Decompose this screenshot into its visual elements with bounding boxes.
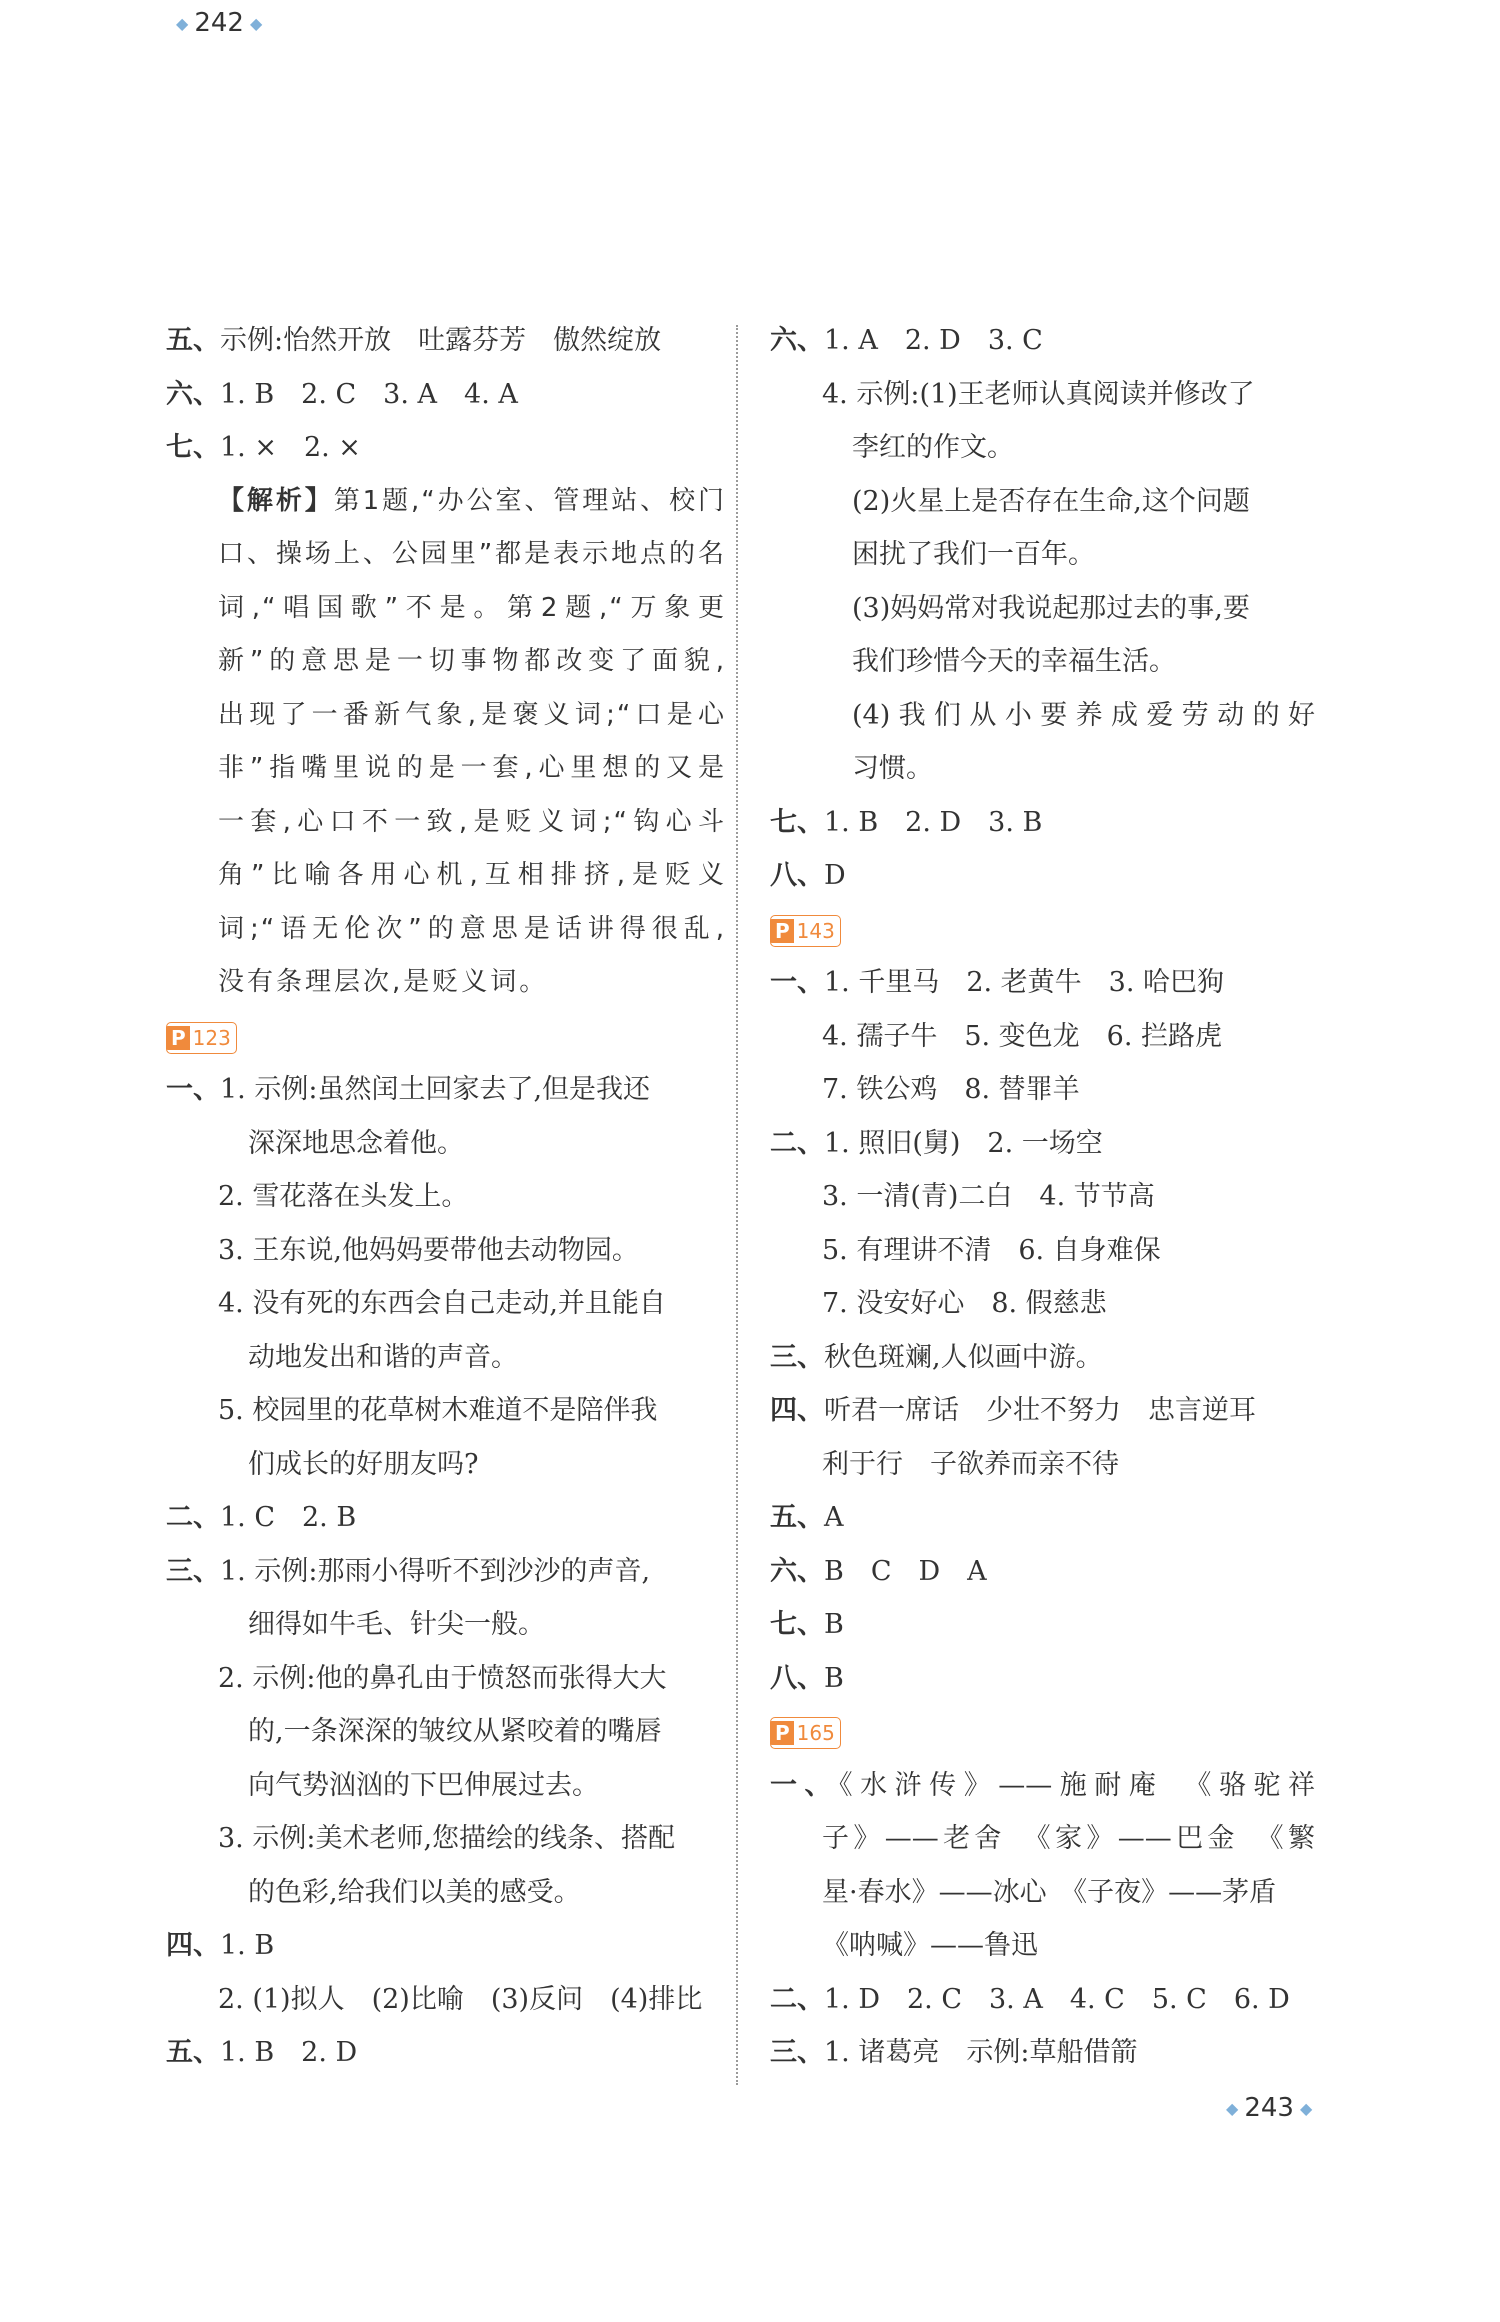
answer-line: 三、1. 诸葛亮 示例:草船借箭 — [770, 2037, 1138, 2068]
page-marker-icon: P — [771, 919, 794, 943]
answer-line: 二、1. D 2. C 3. A 4. C 5. C 6. D — [770, 1983, 1290, 2015]
answer-line: 六、1. B 2. C 3. A 4. A — [166, 378, 518, 410]
answer-line: 利于行 子欲养而亲不待 — [822, 1448, 1119, 1480]
section-numeral: 二、 — [770, 1983, 824, 2015]
section-numeral: 一、 — [166, 1074, 220, 1105]
page-number-text: 243 — [1244, 2093, 1294, 2123]
answer-line: 深深地思念着他。 — [248, 1127, 464, 1159]
answer-line: 非”指嘴里说的是一套,心里想的又是 — [218, 753, 726, 783]
answer-line: 二、1. C 2. B — [166, 1502, 357, 1533]
answer-line: 李红的作文。 — [852, 432, 1014, 463]
answer-line: 们成长的好朋友吗? — [248, 1448, 479, 1480]
page-number-top — [176, 8, 262, 38]
answer-line: 子》——老舍 《家》——巴金 《繁 — [822, 1823, 1315, 1854]
section-numeral: 四、 — [166, 1930, 220, 1961]
section-numeral: 三、 — [166, 1555, 220, 1587]
section-numeral: 八、 — [770, 1662, 824, 1694]
right-answer-column — [770, 314, 1315, 2080]
answer-line: 五、示例:怡然开放 吐露芬芳 傲然绽放 — [166, 325, 662, 356]
answer-line: 【解析】第1题,“办公室、管理站、校门 — [218, 485, 726, 516]
answer-line: 三、秋色斑斓,人似画中游。 — [770, 1341, 1103, 1373]
answer-line: 一套,心口不一致,是贬义词;“钩心斗 — [218, 806, 726, 837]
page-reference-tag — [166, 1010, 726, 1064]
answer-line: 3. 示例:美术老师,您描绘的线条、搭配 — [218, 1823, 676, 1854]
answer-line: 六、1. A 2. D 3. C — [770, 325, 1043, 356]
answer-line: 一、1. 千里马 2. 老黄牛 3. 哈巴狗 — [770, 967, 1225, 998]
page-reference-tag — [770, 1705, 1315, 1759]
page-reference-number: 123 — [192, 1025, 231, 1050]
answer-line: 八、D — [770, 860, 846, 891]
answer-line: 词,“唱国歌”不是。第2题,“万象更 — [218, 592, 726, 623]
section-numeral: 五、 — [166, 2037, 220, 2068]
answer-line: 四、听君一席话 少壮不努力 忠言逆耳 — [770, 1395, 1256, 1426]
section-numeral: 六、 — [166, 378, 220, 410]
page-reference-number: 143 — [796, 918, 835, 943]
answer-line: 4. 没有死的东西会自己走动,并且能自 — [218, 1288, 666, 1319]
answer-line: 的,一条深深的皱纹从紧咬着的嘴唇 — [248, 1716, 662, 1747]
answer-line: 四、1. B — [166, 1930, 275, 1961]
answer-line: 词;“语无伦次”的意思是话讲得很乱, — [218, 913, 726, 944]
section-numeral: 五、 — [770, 1502, 824, 1533]
answer-line: 七、1. × 2. × — [166, 432, 361, 463]
answer-line: (4)我们从小要养成爱劳动的好 — [852, 699, 1315, 731]
section-numeral: 五、 — [166, 325, 220, 356]
answer-line: 7. 没安好心 8. 假慈悲 — [822, 1288, 1107, 1319]
section-numeral: 七、 — [770, 1609, 824, 1640]
answer-line: 出现了一番新气象,是褒义词;“口是心 — [218, 699, 726, 730]
section-numeral: 一、 — [770, 1769, 840, 1801]
column-divider — [736, 325, 738, 2085]
diamond-icon: ◆ — [1299, 2098, 1313, 2118]
section-numeral: 二、 — [166, 1502, 220, 1533]
answer-line: 3. 一清(青)二白 4. 节节高 — [822, 1181, 1155, 1212]
analysis-label: 【解析】 — [218, 485, 334, 516]
page-number-text: 242 — [194, 8, 244, 38]
answer-line: 困扰了我们一百年。 — [852, 539, 1095, 570]
section-numeral: 六、 — [770, 325, 824, 356]
section-numeral: 六、 — [770, 1555, 824, 1587]
answer-line: 2. (1)拟人 (2)比喻 (3)反问 (4)排比 — [218, 1983, 703, 2015]
section-numeral: 一、 — [770, 967, 824, 998]
page-number-bottom — [1226, 2093, 1312, 2123]
answer-line: 我们珍惜今天的幸福生活。 — [852, 646, 1176, 677]
diamond-icon: ◆ — [1226, 2098, 1239, 2118]
section-numeral: 二、 — [770, 1127, 824, 1159]
answer-line: 动地发出和谐的声音。 — [248, 1341, 518, 1373]
answer-line: 2. 雪花落在头发上。 — [218, 1181, 469, 1212]
section-numeral: 七、 — [166, 432, 220, 463]
answer-line: 《呐喊》——鲁迅 — [822, 1930, 1038, 1961]
page-marker-icon: P — [167, 1026, 190, 1050]
left-answer-column — [166, 314, 726, 2080]
answer-line: 五、A — [770, 1502, 844, 1533]
section-numeral: 四、 — [770, 1395, 824, 1426]
section-numeral: 三、 — [770, 2037, 824, 2068]
answer-line: 一、1. 示例:虽然闰土回家去了,但是我还 — [166, 1074, 651, 1105]
page-marker-icon: P — [771, 1721, 794, 1745]
answer-line: 4. 孺子牛 5. 变色龙 6. 拦路虎 — [822, 1020, 1223, 1052]
answer-line: 细得如牛毛、针尖一般。 — [248, 1609, 545, 1640]
answer-line: 4. 示例:(1)王老师认真阅读并修改了 — [822, 378, 1255, 410]
section-numeral: 七、 — [770, 806, 824, 838]
answer-line: 没有条理层次,是贬义词。 — [218, 967, 549, 997]
answer-line: 角”比喻各用心机,互相排挤,是贬义 — [218, 860, 726, 890]
answer-line: 七、B — [770, 1609, 844, 1640]
page-reference-tag — [770, 903, 1315, 957]
answer-line: 五、1. B 2. D — [166, 2037, 358, 2068]
answer-line: 3. 王东说,他妈妈要带他去动物园。 — [218, 1234, 639, 1266]
answer-line: (2)火星上是否存在生命,这个问题 — [852, 485, 1250, 517]
section-numeral: 三、 — [770, 1341, 824, 1373]
answer-line: 一、《水浒传》——施耐庵 《骆驼祥 — [770, 1769, 1315, 1801]
answer-line: 的色彩,给我们以美的感受。 — [248, 1876, 581, 1908]
answer-line: 向气势汹汹的下巴伸展过去。 — [248, 1769, 599, 1801]
answer-line: 口、操场上、公园里”都是表示地点的名 — [218, 539, 726, 569]
answer-line: 三、1. 示例:那雨小得听不到沙沙的声音, — [166, 1555, 651, 1587]
answer-line: 5. 有理讲不清 6. 自身难保 — [822, 1234, 1161, 1266]
answer-line: 星·春水》——冰心 《子夜》——茅盾 — [822, 1876, 1277, 1908]
diamond-icon: ◆ — [249, 13, 263, 33]
answer-line: 八、B — [770, 1662, 844, 1694]
page-reference-number: 165 — [796, 1721, 835, 1745]
section-numeral: 八、 — [770, 860, 824, 891]
answer-line: 二、1. 照旧(舅) 2. 一场空 — [770, 1127, 1103, 1159]
answer-line: 2. 示例:他的鼻孔由于愤怒而张得大大 — [218, 1662, 667, 1694]
answer-line: 六、B C D A — [770, 1555, 987, 1587]
answer-line: 7. 铁公鸡 8. 替罪羊 — [822, 1074, 1080, 1105]
answer-line: (3)妈妈常对我说起那过去的事,要 — [852, 592, 1250, 624]
answer-line: 5. 校园里的花草树木难道不是陪伴我 — [218, 1395, 658, 1426]
answer-line: 七、1. B 2. D 3. B — [770, 806, 1043, 838]
answer-line: 新”的意思是一切事物都改变了面貌, — [218, 646, 726, 676]
diamond-icon: ◆ — [176, 13, 189, 33]
answer-line: 习惯。 — [852, 753, 933, 784]
